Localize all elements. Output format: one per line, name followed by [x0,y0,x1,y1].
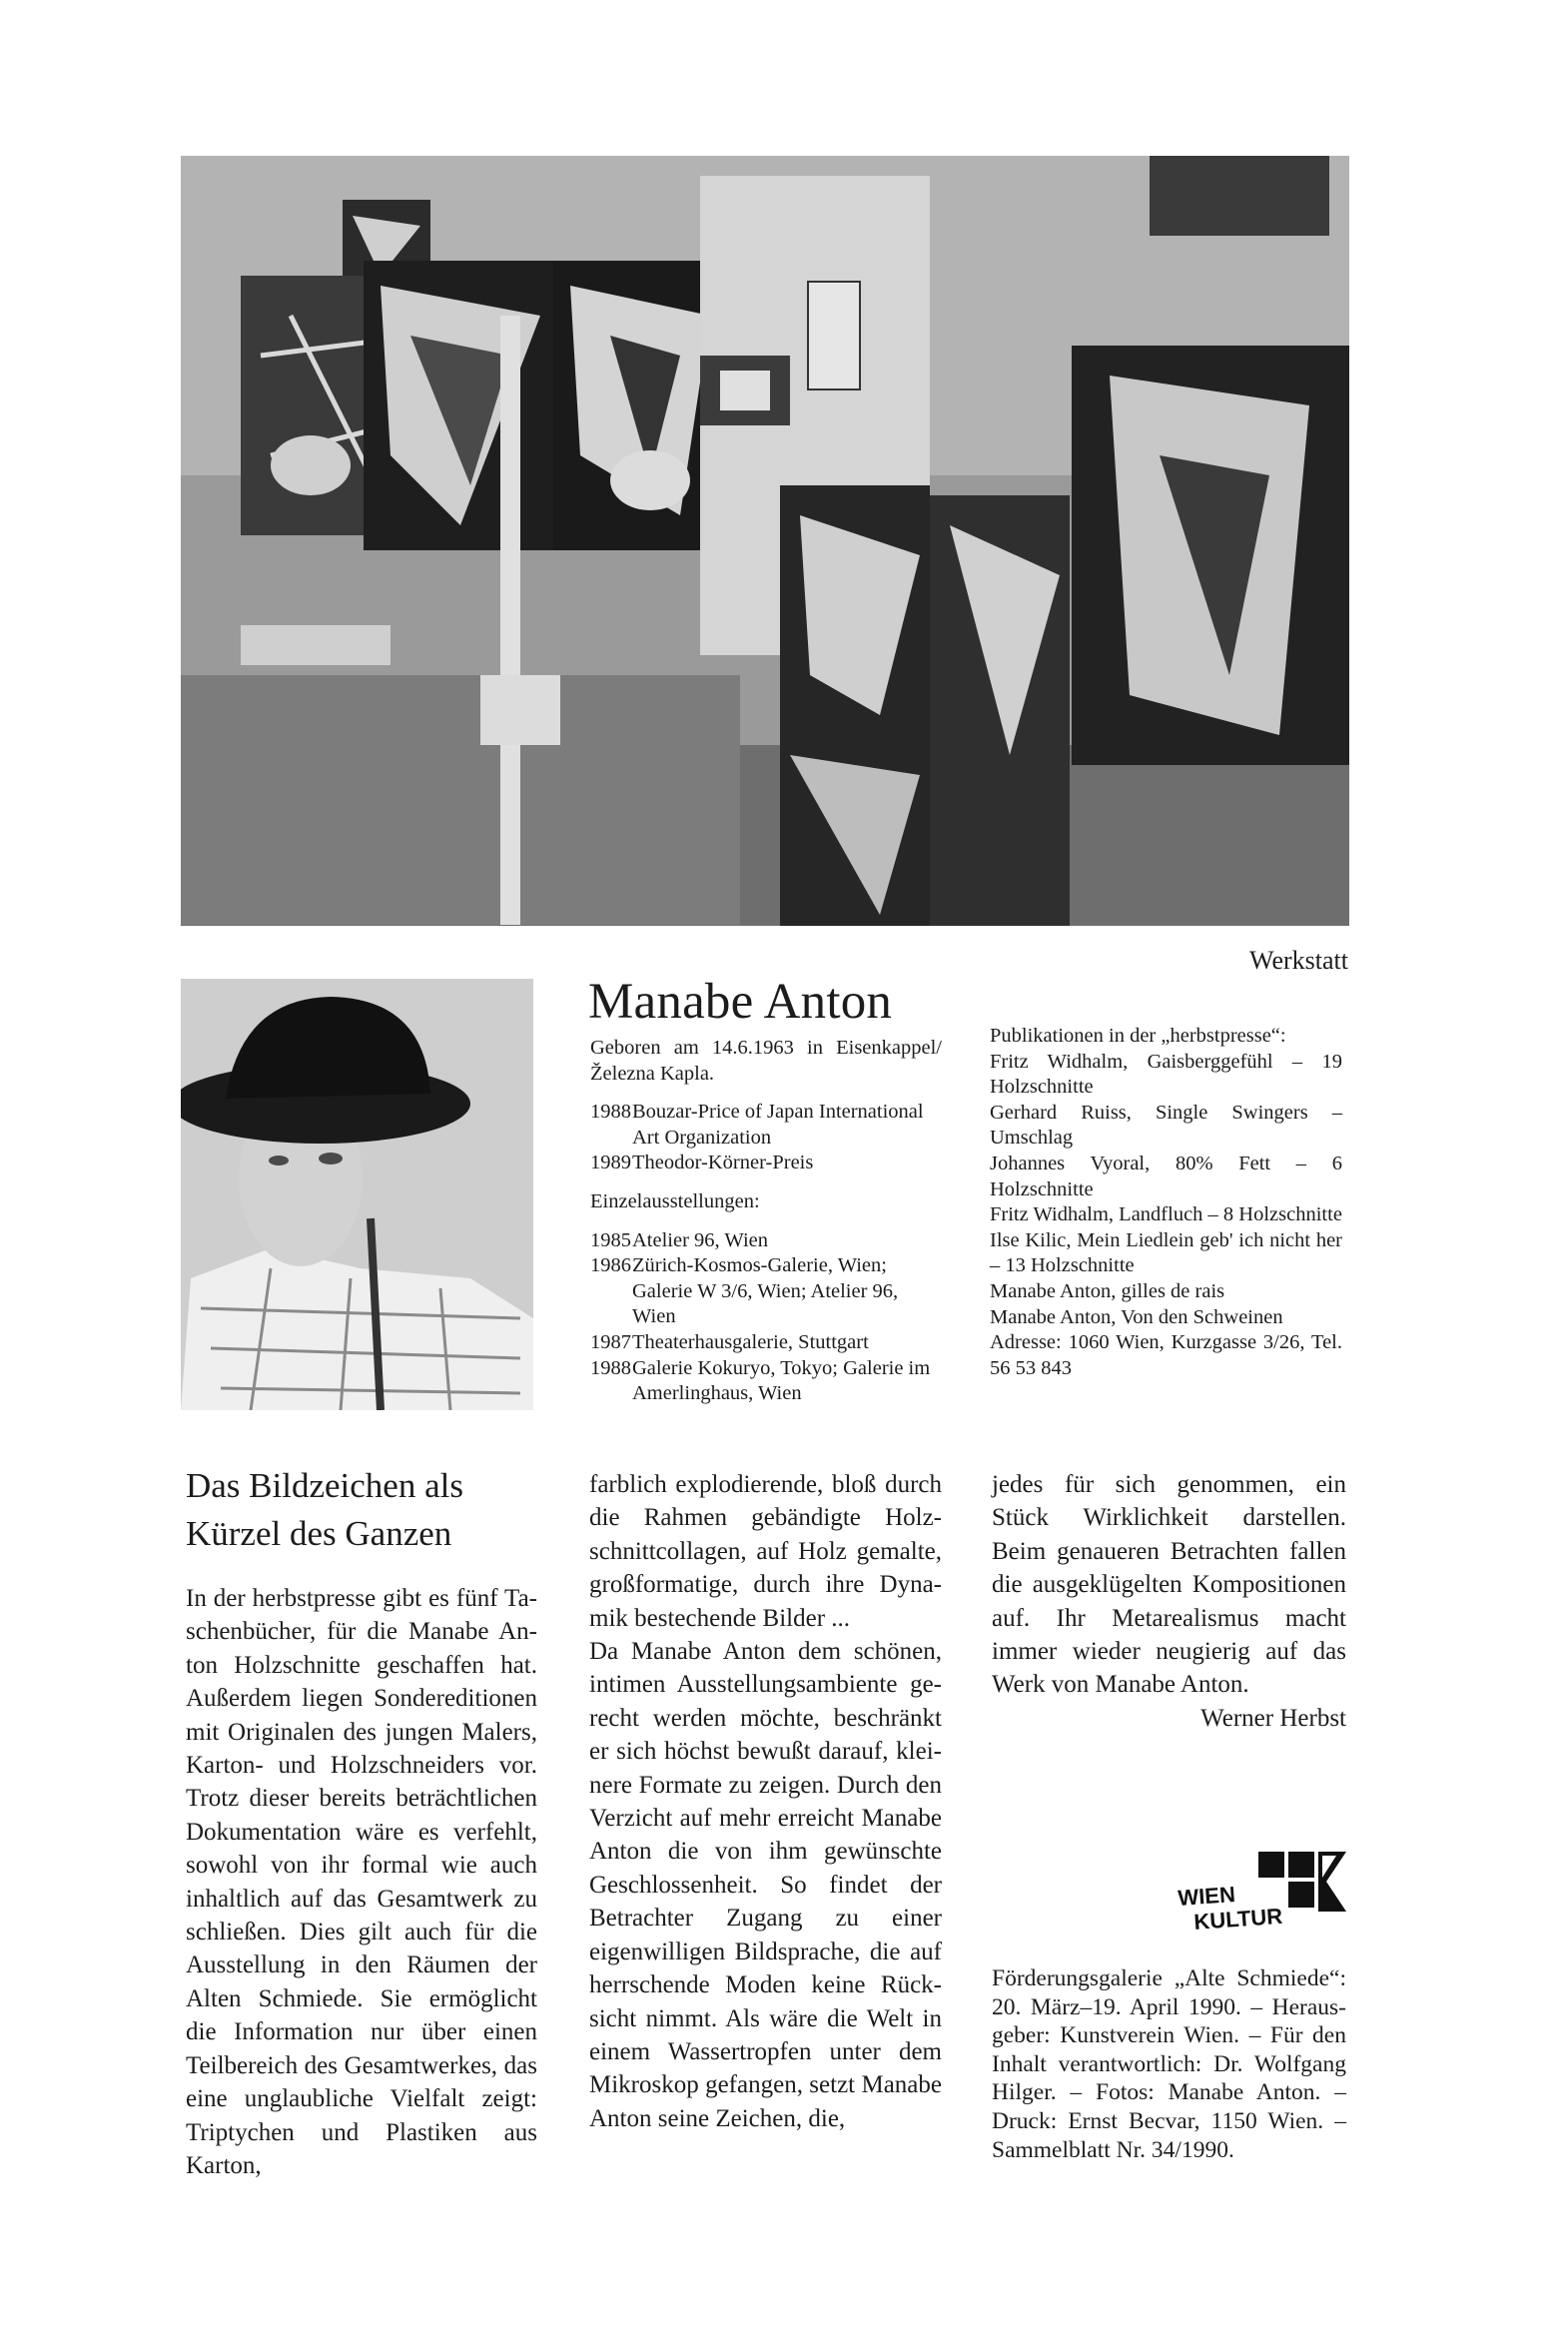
award-text: Bouzar-Price of Japan International Art Organization [632,1101,924,1149]
publication-item: Johannes Vyoral, 80% Fett – 6 Holzschnitte [990,1152,1342,1200]
publication-item: Fritz Widhalm, Gaisberggefühl – 19 Holzschnitte [990,1050,1342,1099]
publication-item: Manabe Anton, Von den Schweinen [990,1305,1283,1328]
publications-heading: Publikationen in der „herbstpresse“: [990,1025,1286,1047]
portrait-photo [181,979,533,1410]
publication-item: Ilse Kilic, Mein Liedlein geb' ich nicht her – 13 Holzschnitte [990,1228,1342,1277]
publications-list [990,1024,1342,1381]
award-entry [590,1100,942,1151]
exhibition-text: Zürich-Kosmos-Galerie, Wien; Galerie W 3/6, Wien; Atelier 96, Wien [632,1254,899,1328]
publication-item: Gerhard Ruiss, Single Swingers – Umschlag [990,1101,1342,1150]
exhibition-entry [590,1330,942,1356]
award-year: 1988 [590,1101,631,1124]
solo-heading: Einzelausstellungen: [590,1189,760,1212]
essay-column-3 [992,1468,1346,1735]
address: Adresse: 1060 Wien, Kurzgasse 3/26, Tel. 56 53 843 [990,1331,1342,1379]
exhibition-entry [590,1253,942,1330]
exhibition-year: 1988 [590,1356,631,1379]
publication-item: Manabe Anton, gilles de rais [990,1279,1225,1302]
essay-column-2 [589,1468,942,2135]
essay-paragraph: Da Manabe Anton dem schönen, intimen Ausstellungsambiente gerecht werden möchte, beschränkt er sich höchst bewußt darauf, kleinere Formate zu zeigen. Durch den Verzicht auf mehr erreicht Manabe Anton die von ihm gewünschte Geschlossenheit. So findet der Betrachter Zugang zu einer eigenwilligen Bildsprache, die auf herrschende Moden keine Rücksicht nimmt. Als wäre die Welt in einem Wassertropfen unter dem Mikroskop gefangen, setzt Manabe Anton seine Zeichen, die, [589,1638,942,2132]
exhibition-year: 1986 [590,1254,631,1277]
exhibition-text: Atelier 96, Wien [632,1228,768,1251]
exhibition-year: 1985 [590,1228,631,1251]
essay-paragraph: jedes für sich genommen, ein Stück Wirklichkeit darstellen. Beim genaueren Betrachten fallen die ausgeklügelten Kompositionen auf. Ihr Metarealismus macht immer wieder neugierig auf das Werk von Manabe Anton. [992,1471,1346,1699]
svg-text:KULTUR: KULTUR [1192,1903,1283,1935]
essay-paragraph: In der herbstpresse gibt es fünf Taschenbücher, für die Manabe Anton Holzschnitte geschaffen hat. Außerdem liegen Sondereditionen mit Originalen des jungen Malers, Karton- und Holzschneiders vor. Trotz dieser bereits beträchtlichen Dokumentation wäre es verfehlt, sowohl von ihr formal wie auch inhaltlich auf das Gesamtwerk zu schließen. Dies gilt auch für die Ausstellung in den Räumen der Alten Schmiede. Sie ermöglicht die Information nur über einen Teilbereich des Gesamtwerkes, das eine unglaubliche Vielfalt zeigt: Triptychen und Plastiken aus Karton, [186,1585,537,2179]
exhibition-year: 1987 [590,1330,631,1353]
essay-column-1 [186,1462,537,2182]
essay-title: Das Bildzeichen als Kürzel des Ganzen [186,1466,463,1553]
award-entry [590,1151,942,1176]
exhibition-entry [590,1228,942,1254]
credits: Förderungsgalerie „Alte Schmiede“: 20. März–19. April 1990. – Herausgeber: Kunstverein Wien. – Für den Inhalt verantwortlich: Dr. Wolfgang Hilger. – Fotos: Manabe Anton. – Druck: Ernst Becvar, 1150 Wien. – Sammelblatt Nr. 34/1990. [992,1965,1346,2163]
essay-author: Werner Herbst [1200,1704,1346,1732]
photo-caption: Werkstatt [1249,946,1348,975]
birth-line: Geboren am 14.6.1963 in Eisenkappel/ Železna Kapla. [590,1037,942,1085]
award-year: 1989 [590,1152,631,1174]
svg-text:WIEN: WIEN [1176,1882,1236,1911]
publication-item: Fritz Widhalm, Landfluch – 8 Holzschnitte [990,1203,1342,1226]
essay-paragraph: farblich explodierende, bloß durch die Rahmen gebändigte Holzschnittcollagen, auf Holz gemalte, großformatige, durch ihre Dynamik bestechende Bilder ... [589,1471,942,1632]
studio-photo [181,156,1349,926]
exhibition-text: Theaterhausgalerie, Stuttgart [632,1330,869,1353]
artist-name: Manabe Anton [588,974,893,1030]
award-text: Theodor-Körner-Preis [632,1152,814,1174]
artist-bio [590,1036,942,1407]
exhibition-entry [590,1356,942,1407]
wien-kultur-logo [1176,1848,1348,1938]
exhibition-text: Galerie Kokuryo, Tokyo; Galerie im Amerlinghaus, Wien [632,1356,931,1405]
